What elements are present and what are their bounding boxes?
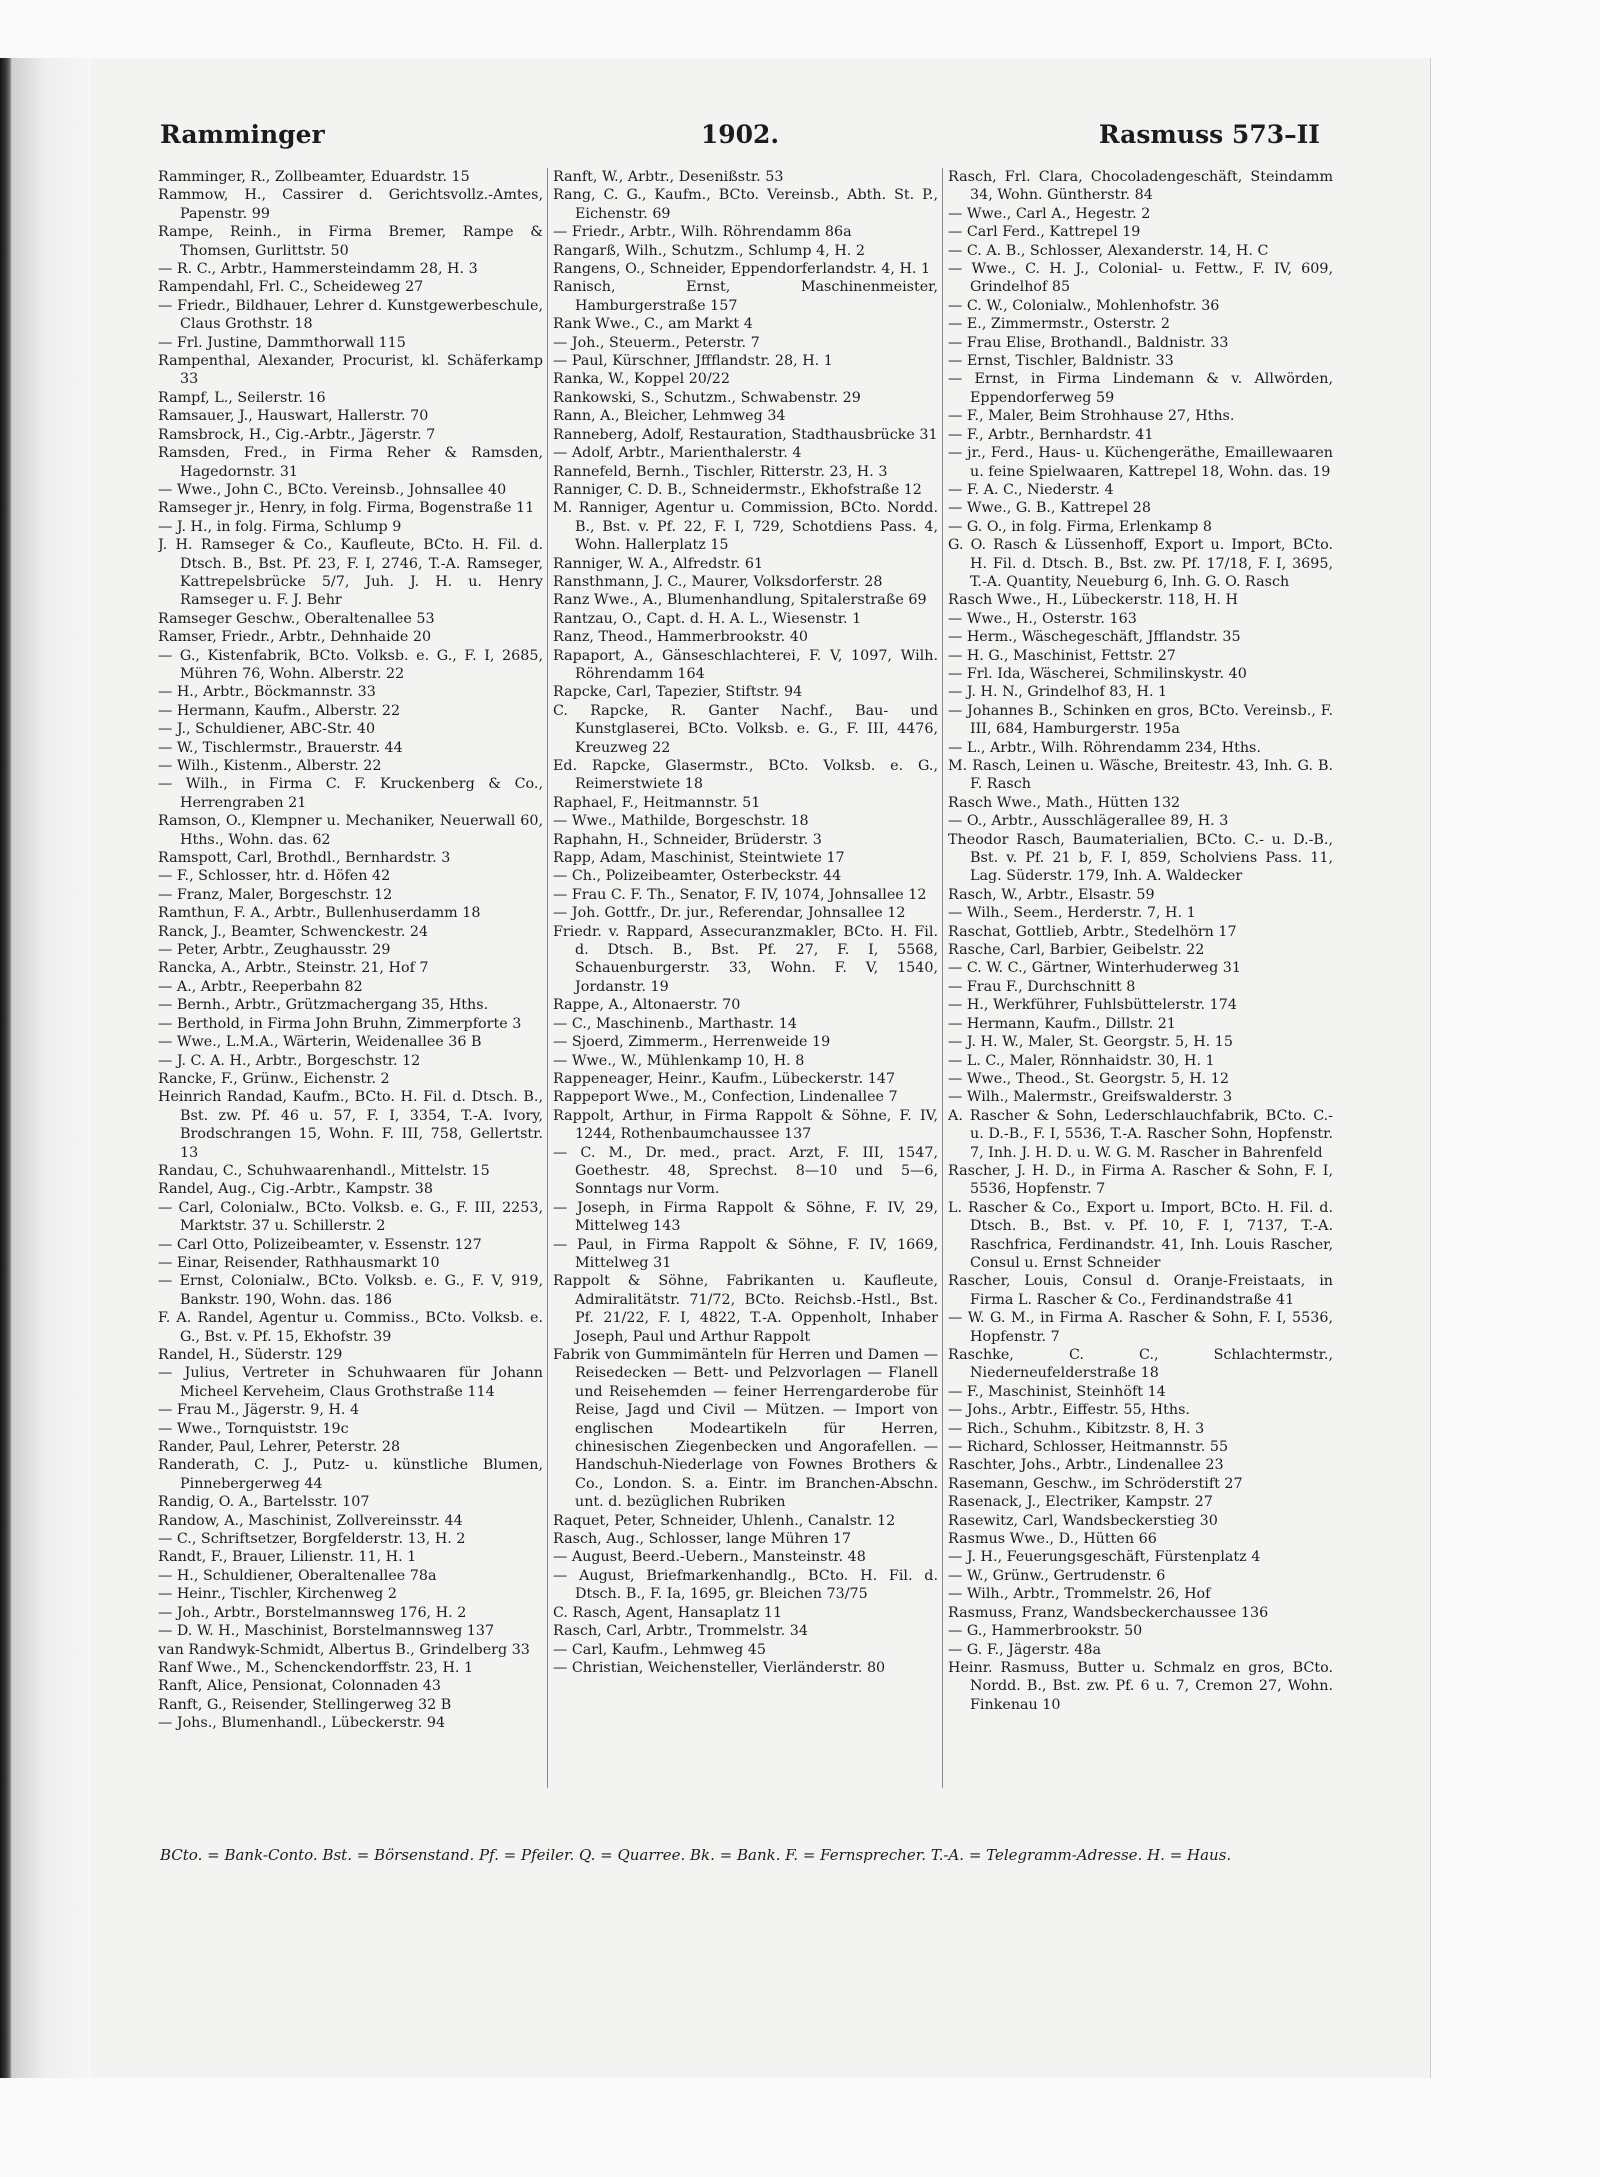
directory-entry: Rampenthal, Alexander, Procurist, kl. Schäferkamp 33 — [158, 353, 543, 388]
column-1 — [158, 168, 543, 1848]
directory-entry: — C. M., Dr. med., pract. Arzt, F. III, 1547, Goethestr. 48, Sprechst. 8—10 und 5—6, Sonntags nur Vorm. — [553, 1144, 938, 1198]
directory-entry: — Carl Otto, Polizeibeamter, v. Essenstr. 127 — [158, 1236, 482, 1253]
directory-entry: — Johs., Arbtr., Eiffestr. 55, Hths. — [948, 1402, 1190, 1419]
directory-entry: — Wwe., Carl A., Hegestr. 2 — [948, 205, 1151, 222]
directory-entry: — Herm., Wäschegeschäft, Jfflandstr. 35 — [948, 629, 1241, 646]
directory-entry: Theodor Rasch, Baumaterialien, BCto. C.- u. D.-B., Bst. v. Pf. 21 b, F. I, 859, Scholviens Pass. 11, Lag. Süderstr. 179, Inh. A. Waldecker — [948, 831, 1333, 885]
directory-entry: — Joh. Gottfr., Dr. jur., Referendar, Johnsallee 12 — [553, 905, 906, 922]
directory-entry: — Friedr., Arbtr., Wilh. Röhrendamm 86a — [553, 224, 852, 241]
directory-entry: Ranka, W., Koppel 20/22 — [553, 371, 730, 388]
directory-entry: Raschke, C. C., Schlachtermstr., Niederneufelderstraße 18 — [948, 1347, 1333, 1382]
directory-entry: F. A. Randel, Agentur u. Commiss., BCto. Volksb. e. G., Bst. v. Pf. 15, Ekhofstr. 39 — [158, 1310, 543, 1345]
directory-entry: Ranft, G., Reisender, Stellingerweg 32 B — [158, 1696, 452, 1713]
directory-entry: — J. H. W., Maler, St. Georgstr. 5, H. 15 — [948, 1034, 1233, 1051]
directory-entry: — Wwe., Mathilde, Borgeschstr. 18 — [553, 813, 809, 830]
directory-entry: Ranck, J., Beamter, Schwenckestr. 24 — [158, 923, 429, 940]
column-divider-2 — [942, 168, 943, 1788]
directory-entry: Ranz, Theod., Hammerbrookstr. 40 — [553, 629, 808, 646]
directory-entry: — A., Arbtr., Reeperbahn 82 — [158, 978, 363, 995]
directory-entry: Rasenack, J., Electriker, Kampstr. 27 — [948, 1494, 1213, 1511]
directory-entry: Randow, A., Maschinist, Zollvereinsstr. 44 — [158, 1512, 463, 1529]
directory-entry: Rampendahl, Frl. C., Scheideweg 27 — [158, 279, 424, 296]
directory-entry: Ramthun, F. A., Arbtr., Bullenhuserdamm 18 — [158, 905, 481, 922]
header-year: 1902. — [700, 120, 780, 149]
column-divider-1 — [547, 168, 548, 1788]
directory-entry: — Johannes B., Schinken en gros, BCto. Vereinsb., F. III, 684, Hamburgerstr. 195a — [948, 702, 1333, 738]
directory-entry: — W. G. M., in Firma A. Rascher & Sohn, F. I, 5536, Hopfenstr. 7 — [948, 1310, 1333, 1345]
directory-entry: G. O. Rasch & Lüssenhoff, Export u. Import, BCto. H. Fil. d. Dtsch. B., Bst. zw. Pf. 17/18, F. I, 3695, T.-A. Quantity, Neueburg 6, Inh. G. O. Rasch — [948, 537, 1333, 590]
directory-entry: — Peter, Arbtr., Zeughausstr. 29 — [158, 942, 391, 959]
directory-entry: Ed. Rapcke, Glasermstr., BCto. Volksb. e. G., Reimerstwiete 18 — [553, 758, 938, 793]
directory-entry: — Wwe., John C., BCto. Vereinsb., Johnsallee 40 — [158, 481, 507, 498]
directory-entry: Ranf Wwe., M., Schenckendorffstr. 23, H. 1 — [158, 1659, 474, 1676]
binding-shadow — [12, 58, 90, 2078]
directory-entry: Rankowski, S., Schutzm., Schwabenstr. 29 — [553, 389, 861, 406]
directory-entry: Rank Wwe., C., am Markt 4 — [553, 316, 753, 333]
directory-entry: — Carl Ferd., Kattrepel 19 — [948, 224, 1141, 241]
directory-entry: — H., Arbtr., Böckmannstr. 33 — [158, 684, 376, 701]
directory-entry: Raschat, Gottlieb, Arbtr., Stedelhörn 17 — [948, 923, 1237, 940]
directory-entry: — Sjoerd, Zimmerm., Herrenweide 19 — [553, 1034, 831, 1051]
directory-entry: Fabrik von Gummimänteln für Herren und Damen — Reisedecken — Bett- und Pelzvorlagen — Flanell und Reisehemden — feiner Herrengarderobe für Reise, Jagd und Civil — Mützen. — Import von englischen Modeartikeln für Herren, chinesischen Ziegenbecken und Angorafellen. — Handschuh-Niederlage von Fownes Brothers & Co., London. S. a. Eintr. im Branchen-Abschn. unt. d. bezüglichen Rubriken — [553, 1347, 938, 1511]
directory-entry: — C., Maschinenb., Marthastr. 14 — [553, 1015, 797, 1032]
directory-entry: — Ernst, Tischler, Baldnistr. 33 — [948, 353, 1174, 370]
directory-entry: van Randwyk-Schmidt, Albertus B., Grindelberg 33 — [158, 1641, 530, 1658]
directory-entry: Rampf, L., Seilerstr. 16 — [158, 389, 326, 406]
directory-entry: Rancke, F., Grünw., Eichenstr. 2 — [158, 1070, 390, 1087]
directory-entry: Raphahn, H., Schneider, Brüderstr. 3 — [553, 831, 822, 848]
directory-entry: Friedr. v. Rappard, Assecuranzmakler, BCto. H. Fil. d. Dtsch. B., Bst. Pf. 27, F. I, 5568, Schauenburgerstr. 33, Wohn. F. V, 1540, Jordanstr. 19 — [553, 923, 938, 995]
directory-entry: Randel, Aug., Cig.-Arbtr., Kampstr. 38 — [158, 1181, 433, 1198]
directory-entry: Rasch, Carl, Arbtr., Trommelstr. 34 — [553, 1623, 808, 1640]
directory-entry: — August, Briefmarkenhandlg., BCto. H. Fil. d. Dtsch. B., F. Ia, 1695, gr. Bleichen 73/75 — [553, 1567, 938, 1603]
directory-entry: M. Rasch, Leinen u. Wäsche, Breitestr. 43, Inh. G. B. F. Rasch — [948, 758, 1333, 793]
directory-entry: — Adolf, Arbtr., Marienthalerstr. 4 — [553, 445, 802, 462]
directory-entry: — H., Werkführer, Fuhlsbüttelerstr. 174 — [948, 997, 1237, 1014]
directory-entry: — Carl, Kaufm., Lehmweg 45 — [553, 1641, 767, 1658]
directory-entry: — Paul, Kürschner, Jffflandstr. 28, H. 1 — [553, 353, 833, 370]
directory-entry: — Frau C. F. Th., Senator, F. IV, 1074, Johnsallee 12 — [553, 886, 927, 903]
directory-entry: — Einar, Reisender, Rathhausmarkt 10 — [158, 1254, 440, 1271]
directory-entry: — Wilh., Malermstr., Greifswalderstr. 3 — [948, 1089, 1233, 1106]
directory-entry: Rangarß, Wilh., Schutzm., Schlump 4, H. 2 — [553, 242, 865, 259]
directory-entry: Ramspott, Carl, Brothdl., Bernhardstr. 3 — [158, 850, 451, 867]
directory-entry: — Wwe., G. B., Kattrepel 28 — [948, 500, 1151, 517]
directory-entry: — Julius, Vertreter in Schuhwaaren für Johann Micheel Kerveheim, Claus Grothstraße 114 — [158, 1365, 543, 1400]
directory-entry: — Frau F., Durchschnitt 8 — [948, 978, 1136, 995]
directory-entry: Ramser, Friedr., Arbtr., Dehnhaide 20 — [158, 629, 432, 646]
directory-entry: J. H. Ramseger & Co., Kaufleute, BCto. H. Fil. d. Dtsch. B., Bst. Pf. 23, F. I, 2746, T.-A. Ramseger, Kattrepelsbrücke 5/7, Juh. J. H. u. Henry Ramseger u. F. J. Behr — [158, 537, 543, 609]
directory-entry: Rangens, O., Schneider, Eppendorferlandstr. 4, H. 1 — [553, 261, 931, 278]
directory-entry: — Joseph, in Firma Rappolt & Söhne, F. IV, 29, Mittelweg 143 — [553, 1199, 938, 1235]
directory-entry: — Frau Elise, Brothandl., Baldnistr. 33 — [948, 334, 1229, 351]
directory-entry: Raquet, Peter, Schneider, Uhlenh., Canalstr. 12 — [553, 1512, 896, 1529]
directory-entry: Rang, C. G., Kaufm., BCto. Vereinsb., Abth. St. P., Eichenstr. 69 — [553, 187, 938, 222]
directory-entry: — G., Hammerbrookstr. 50 — [948, 1623, 1143, 1640]
directory-entry: Ransthmann, J. C., Maurer, Volksdorferstr. 28 — [553, 573, 883, 590]
directory-entry: — Wwe., W., Mühlenkamp 10, H. 8 — [553, 1052, 805, 1069]
directory-entry: Ranz Wwe., A., Blumenhandlung, Spitalerstraße 69 — [553, 592, 927, 609]
abbreviation-legend: BCto. = Bank-Conto. Bst. = Börsenstand. Pf. = Pfeiler. Q. = Quarree. Bk. = Bank. F. = Fernsprecher. T.-A. = Telegramm-Adresse. H. = Haus. — [160, 1846, 1232, 1864]
directory-entry: — F., Schlosser, htr. d. Höfen 42 — [158, 868, 391, 885]
directory-entry: — W., Tischlermstr., Brauerstr. 44 — [158, 739, 403, 756]
directory-entry: — Wilh., Arbtr., Trommelstr. 26, Hof — [948, 1586, 1211, 1603]
directory-entry: Randt, F., Brauer, Lilienstr. 11, H. 1 — [158, 1549, 417, 1566]
directory-entry: Ramsauer, J., Hauswart, Hallerstr. 70 — [158, 408, 429, 425]
directory-entry: Rasch Wwe., H., Lübeckerstr. 118, H. H — [948, 592, 1238, 609]
directory-entry: Ranft, Alice, Pensionat, Colonnaden 43 — [158, 1678, 441, 1695]
directory-entry: Randig, O. A., Bartelsstr. 107 — [158, 1494, 370, 1511]
column-2 — [553, 168, 938, 1848]
directory-entry: — Wilh., Seem., Herderstr. 7, H. 1 — [948, 905, 1196, 922]
directory-entry: Rappolt, Arthur, in Firma Rappolt & Söhne, F. IV, 1244, Rothenbaumchaussee 137 — [553, 1107, 938, 1143]
directory-entry: — D. W. H., Maschinist, Borstelmannsweg 137 — [158, 1623, 495, 1640]
directory-entry: Ramsden, Fred., in Firma Reher & Ramsden, Hagedornstr. 31 — [158, 445, 543, 480]
directory-entry: — Wwe., H., Osterstr. 163 — [948, 610, 1137, 627]
directory-entry: — J., Schuldiener, ABC-Str. 40 — [158, 721, 376, 738]
directory-entry: — Hermann, Kaufm., Alberstr. 22 — [158, 702, 401, 719]
directory-entry: Rann, A., Bleicher, Lehmweg 34 — [553, 408, 786, 425]
directory-entry: Ramseger jr., Henry, in folg. Firma, Bogenstraße 11 — [158, 500, 535, 517]
directory-entry: — Franz, Maler, Borgeschstr. 12 — [158, 886, 393, 903]
directory-entry: — W., Grünw., Gertrudenstr. 6 — [948, 1567, 1166, 1584]
directory-entry: Rasewitz, Carl, Wandsbeckerstieg 30 — [948, 1512, 1218, 1529]
directory-entry: Heinrich Randad, Kaufm., BCto. H. Fil. d. Dtsch. B., Bst. zw. Pf. 46 u. 57, F. I, 3354, T.-A. Ivory, Brodschrangen 15, Wohn. F. III, 758, Gellertstr. 13 — [158, 1089, 543, 1161]
directory-entry: — L., Arbtr., Wilh. Röhrendamm 234, Hths. — [948, 739, 1261, 756]
directory-entry: Rascher, J. H. D., in Firma A. Rascher & Sohn, F. I, 5536, Hopfenstr. 7 — [948, 1162, 1333, 1198]
directory-entry: Ramsbrock, H., Cig.-Arbtr., Jägerstr. 7 — [158, 426, 436, 443]
directory-entry: — C. W. C., Gärtner, Winterhuderweg 31 — [948, 960, 1241, 977]
directory-entry: — C. W., Colonialw., Mohlenhofstr. 36 — [948, 297, 1220, 314]
directory-entry: — Wilh., in Firma C. F. Kruckenberg & Co., Herrengraben 21 — [158, 776, 543, 811]
directory-entry: M. Ranniger, Agentur u. Commission, BCto. Nordd. B., Bst. v. Pf. 22, F. I, 729, Schotdiens Pass. 4, Wohn. Hallerplatz 15 — [553, 500, 938, 554]
directory-entry: A. Rascher & Sohn, Lederschlauchfabrik, BCto. C.- u. D.-B., F. I, 5536, T.-A. Rascher Sohn, Hopfenstr. 7, Inh. J. H. D. u. W. G. M. Rascher in Bahrenfeld — [948, 1107, 1333, 1161]
directory-entry: Ranniger, W. A., Alfredstr. 61 — [553, 555, 764, 572]
directory-entry: — Wwe., C. H. J., Colonial- u. Fettw., F. IV, 609, Grindelhof 85 — [948, 261, 1333, 296]
directory-entry: Ramson, O., Klempner u. Mechaniker, Neuerwall 60, Hths., Wohn. das. 62 — [158, 813, 543, 848]
directory-entry: Rasch, W., Arbtr., Elsastr. 59 — [948, 886, 1155, 903]
directory-entry: — Friedr., Bildhauer, Lehrer d. Kunstgewerbeschule, Claus Grothstr. 18 — [158, 297, 543, 333]
directory-entry: Randau, C., Schuhwaarenhandl., Mittelstr. 15 — [158, 1162, 490, 1179]
directory-entry: Rasche, Carl, Barbier, Geibelstr. 22 — [948, 942, 1205, 959]
directory-entry: — Wwe., Tornquiststr. 19c — [158, 1420, 349, 1437]
directory-entry: Ramseger Geschw., Oberaltenallee 53 — [158, 610, 435, 627]
directory-entry: — Joh., Arbtr., Borstelmannsweg 176, H. 2 — [158, 1604, 467, 1621]
directory-entry: — Frau M., Jägerstr. 9, H. 4 — [158, 1402, 360, 1419]
directory-entry: — J. H., Feuerungsgeschäft, Fürstenplatz 4 — [948, 1549, 1261, 1566]
directory-entry: Rapp, Adam, Maschinist, Steintwiete 17 — [553, 850, 845, 867]
directory-entry: — jr., Ferd., Haus- u. Küchengeräthe, Emaillewaaren u. feine Spielwaaren, Kattrepel 18, Wohn. das. 19 — [948, 445, 1333, 480]
directory-entry: Rappeneager, Heinr., Kaufm., Lübeckerstr. 147 — [553, 1070, 896, 1087]
directory-entry: — Berthold, in Firma John Bruhn, Zimmerpforte 3 — [158, 1015, 522, 1032]
directory-entry: — August, Beerd.-Uebern., Mansteinstr. 48 — [553, 1549, 866, 1566]
directory-entry: Rasemann, Geschw., im Schröderstift 27 — [948, 1475, 1243, 1492]
directory-entry: — F., Maler, Beim Strohhause 27, Hths. — [948, 408, 1235, 425]
directory-entry: — Ernst, in Firma Lindemann & v. Allwörden, Eppendorferweg 59 — [948, 371, 1333, 406]
directory-entry: Ranneberg, Adolf, Restauration, Stadthausbrücke 31 — [553, 426, 938, 443]
directory-entry: — Wwe., L.M.A., Wärterin, Weidenallee 36 B — [158, 1034, 482, 1051]
directory-entry: Heinr. Rasmuss, Butter u. Schmalz en gros, BCto. Nordd. B., Bst. zw. Pf. 6 u. 7, Cremon 27, Wohn. Finkenau 10 — [948, 1659, 1333, 1713]
directory-entry: Rasmus Wwe., D., Hütten 66 — [948, 1531, 1157, 1548]
directory-entry: — C. A. B., Schlosser, Alexanderstr. 14, H. C — [948, 242, 1269, 259]
directory-entry: Rapcke, Carl, Tapezier, Stiftstr. 94 — [553, 684, 803, 701]
directory-entry: Raphael, F., Heitmannstr. 51 — [553, 794, 761, 811]
directory-entry: Raschter, Johs., Arbtr., Lindenallee 23 — [948, 1457, 1224, 1474]
directory-entry: Rappe, A., Altonaerstr. 70 — [553, 997, 741, 1014]
directory-entry: — Johs., Blumenhandl., Lübeckerstr. 94 — [158, 1715, 446, 1732]
directory-entry: — Frl. Ida, Wäscherei, Schmilinskystr. 40 — [948, 665, 1247, 682]
directory-entry: — Hermann, Kaufm., Dillstr. 21 — [948, 1015, 1176, 1032]
directory-entry: Ranisch, Ernst, Maschinenmeister, Hamburgerstraße 157 — [553, 279, 938, 314]
directory-entry: — Ch., Polizeibeamter, Osterbeckstr. 44 — [553, 868, 842, 885]
directory-entry: — E., Zimmermstr., Osterstr. 2 — [948, 316, 1170, 333]
directory-entry: Randel, H., Süderstr. 129 — [158, 1347, 343, 1363]
column-3 — [948, 168, 1333, 1848]
directory-entry: — J. H. N., Grindelhof 83, H. 1 — [948, 684, 1168, 701]
directory-entry: — Wilh., Kistenm., Alberstr. 22 — [158, 758, 382, 774]
directory-entry: — Richard, Schlosser, Heitmannstr. 55 — [948, 1439, 1229, 1456]
directory-entry: Rantzau, O., Capt. d. H. A. L., Wiesenstr. 1 — [553, 610, 862, 627]
directory-entry: Rasch, Frl. Clara, Chocoladengeschäft, Steindamm 34, Wohn. Güntherstr. 84 — [948, 169, 1333, 204]
directory-entry: Rasch Wwe., Math., Hütten 132 — [948, 794, 1181, 811]
directory-entry: — G., Kistenfabrik, BCto. Volksb. e. G., F. I, 2685, Mühren 76, Wohn. Alberstr. 22 — [158, 647, 543, 682]
directory-entry: Rappeport Wwe., M., Confection, Lindenallee 7 — [553, 1089, 898, 1106]
directory-entry: Ranft, W., Arbtr., Desenißstr. 53 — [553, 169, 784, 185]
directory-entry: — H. G., Maschinist, Fettstr. 27 — [948, 647, 1176, 664]
directory-entry: — J. C. A. H., Arbtr., Borgeschstr. 12 — [158, 1052, 421, 1069]
directory-entry: — Rich., Schuhm., Kibitzstr. 8, H. 3 — [948, 1420, 1205, 1437]
directory-entry: Ranniger, C. D. B., Schneidermstr., Ekhofstraße 12 — [553, 481, 922, 498]
directory-entry: — F., Arbtr., Bernhardstr. 41 — [948, 426, 1154, 443]
directory-entry: L. Rascher & Co., Export u. Import, BCto. H. Fil. d. Dtsch. B., Bst. v. Pf. 10, F. I, 7137, T.-A. Raschfrica, Ferdinandstr. 41, Inh. Louis Rascher, Consul u. Ernst Schneider — [948, 1199, 1333, 1271]
directory-entry: — Paul, in Firma Rappolt & Söhne, F. IV, 1669, Mittelweg 31 — [553, 1236, 938, 1271]
directory-entry: — O., Arbtr., Ausschlägerallee 89, H. 3 — [948, 813, 1229, 830]
directory-entry: — Bernh., Arbtr., Grützmachergang 35, Hths. — [158, 997, 489, 1014]
directory-entry: — L. C., Maler, Rönnhaidstr. 30, H. 1 — [948, 1052, 1215, 1069]
directory-entry: — Heinr., Tischler, Kirchenweg 2 — [158, 1586, 397, 1603]
directory-entry: — Carl, Colonialw., BCto. Volksb. e. G., F. III, 2253, Marktstr. 37 u. Schillerstr. 2 — [158, 1199, 543, 1235]
directory-entry: C. Rapcke, R. Ganter Nachf., Bau- und Kunstglaserei, BCto. Volksb. e. G., F. III, 4476, Kreuzweg 22 — [553, 702, 938, 756]
header-first-entry: Ramminger — [160, 120, 325, 149]
header-last-entry-page-number: Rasmuss 573–II — [1098, 120, 1320, 149]
directory-entry: — F. A. C., Niederstr. 4 — [948, 481, 1114, 498]
directory-entry: C. Rasch, Agent, Hansaplatz 11 — [553, 1604, 783, 1621]
page-header — [160, 120, 1320, 160]
directory-entry: — J. H., in folg. Firma, Schlump 9 — [158, 518, 402, 535]
directory-entry: — G. O., in folg. Firma, Erlenkamp 8 — [948, 518, 1212, 535]
directory-entry: — H., Schuldiener, Oberaltenallee 78a — [158, 1567, 437, 1584]
directory-entry: — Wwe., Theod., St. Georgstr. 5, H. 12 — [948, 1070, 1229, 1087]
directory-entry: — Joh., Steuerm., Peterstr. 7 — [553, 334, 760, 351]
directory-entry: — C., Schriftsetzer, Borgfelderstr. 13, H. 2 — [158, 1531, 466, 1548]
directory-entry: Rander, Paul, Lehrer, Peterstr. 28 — [158, 1439, 401, 1456]
directory-entry: Rancka, A., Arbtr., Steinstr. 21, Hof 7 — [158, 960, 429, 977]
directory-entry: — Frl. Justine, Dammthorwall 115 — [158, 334, 406, 351]
directory-entry: — Christian, Weichensteller, Vierländerstr. 80 — [553, 1659, 886, 1676]
directory-entry: Ramminger, R., Zollbeamter, Eduardstr. 15 — [158, 169, 470, 185]
directory-entry: Rannefeld, Bernh., Tischler, Ritterstr. 23, H. 3 — [553, 463, 888, 480]
directory-entry: Rascher, Louis, Consul d. Oranje-Freistaats, in Firma L. Rascher & Co., Ferdinandstraße 41 — [948, 1273, 1333, 1308]
directory-entry: Rampe, Reinh., in Firma Bremer, Rampe & Thomsen, Gurlittstr. 50 — [158, 224, 543, 259]
directory-entry: — G. F., Jägerstr. 48a — [948, 1641, 1102, 1658]
directory-entry: Rasch, Aug., Schlosser, lange Mühren 17 — [553, 1531, 852, 1548]
directory-entry: Rasmuss, Franz, Wandsbeckerchaussee 136 — [948, 1604, 1269, 1621]
book-binding-edge — [0, 58, 12, 2078]
directory-entry: Rammow, H., Cassirer d. Gerichtsvollz.-Amtes, Papenstr. 99 — [158, 187, 543, 222]
directory-entry: — Ernst, Colonialw., BCto. Volksb. e. G., F. V, 919, Bankstr. 190, Wohn. das. 186 — [158, 1273, 543, 1308]
directory-entry: — R. C., Arbtr., Hammersteindamm 28, H. 3 — [158, 261, 478, 278]
directory-entry: Rappolt & Söhne, Fabrikanten u. Kaufleute, Admiralitätstr. 71/72, BCto. Reichsb.-Hstl., Bst. Pf. 21/22, F. I, 4822, T.-A. Oppenholt, Inhaber Joseph, Paul und Arthur Rappolt — [553, 1273, 938, 1345]
directory-entry: — F., Maschinist, Steinhöft 14 — [948, 1383, 1166, 1400]
directory-entry: Randerath, C. J., Putz- u. künstliche Blumen, Pinnebergerweg 44 — [158, 1457, 543, 1492]
directory-entry: Rapaport, A., Gänseschlachterei, F. V, 1097, Wilh. Röhrendamm 164 — [553, 647, 938, 682]
